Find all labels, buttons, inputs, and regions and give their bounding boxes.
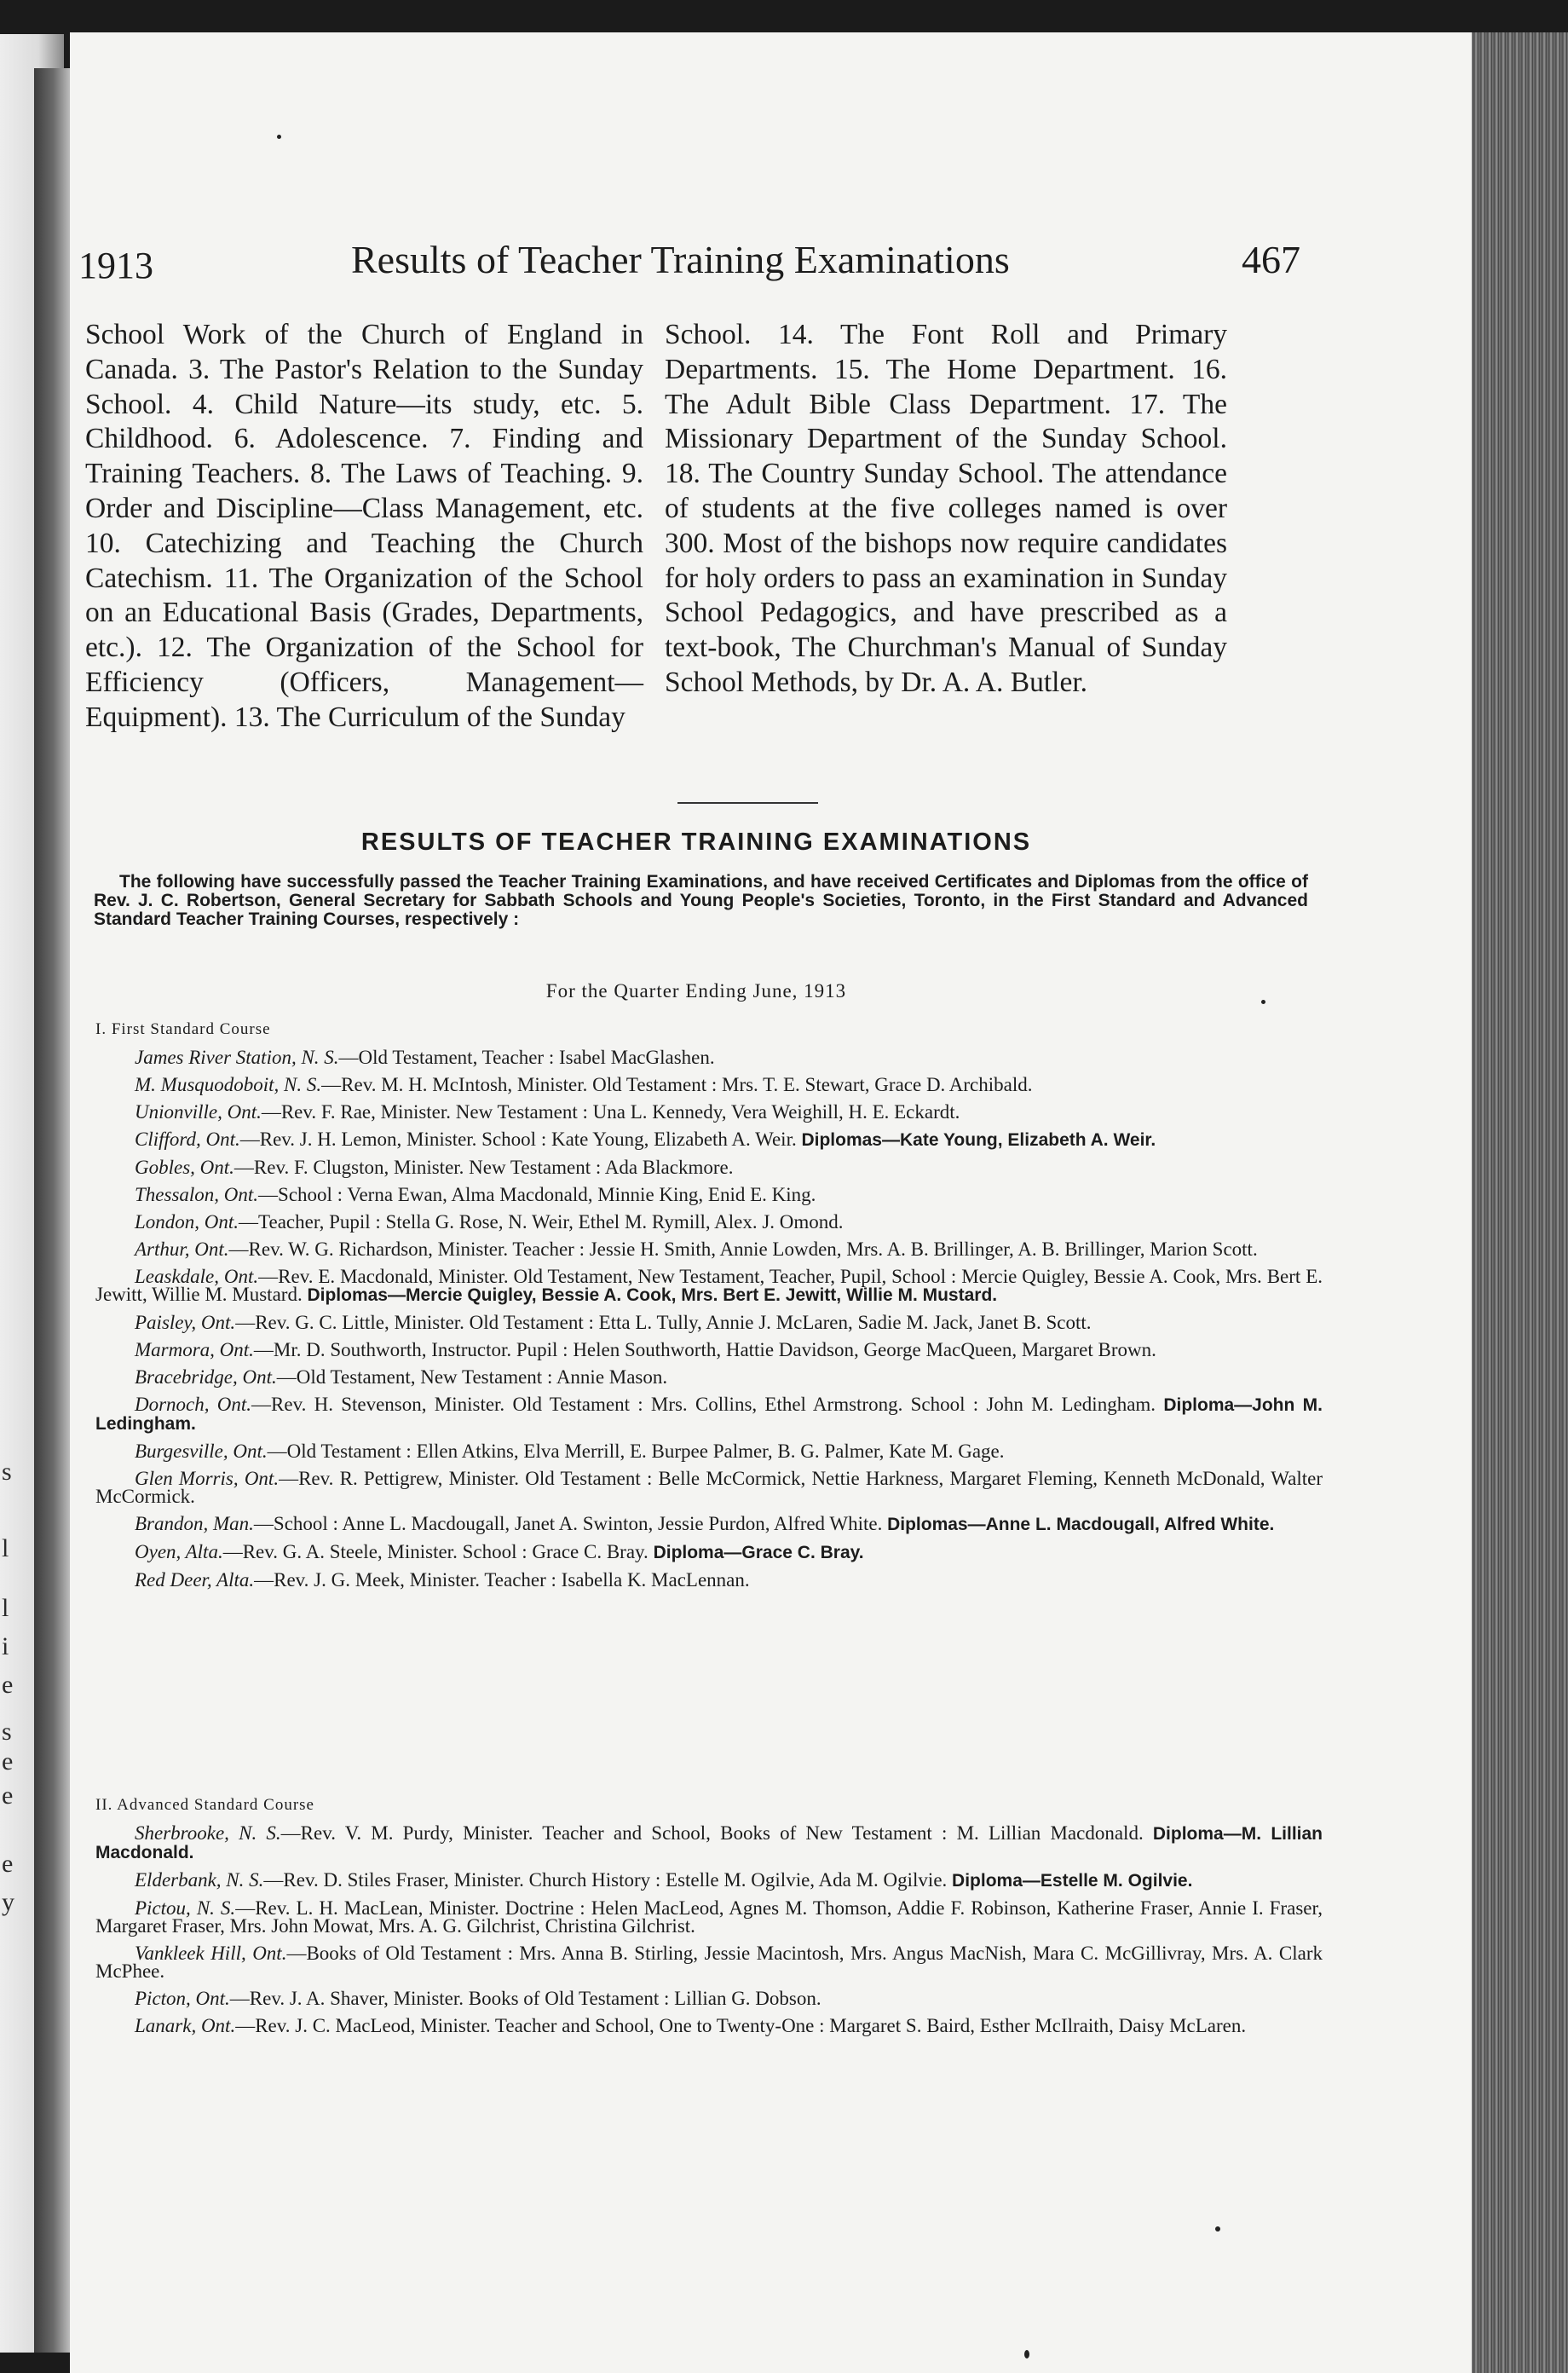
- entry-place: Leaskdale, Ont.: [135, 1266, 259, 1287]
- result-entry: [95, 1240, 1323, 1258]
- entry-place: Clifford, Ont.: [135, 1129, 240, 1150]
- entry-text: —Old Testament, Teacher : Isabel MacGlashen.: [338, 1047, 715, 1068]
- entry-diploma: Diplomas—Kate Young, Elizabeth A. Weir.: [801, 1130, 1156, 1150]
- running-title: Results of Teacher Training Examinations: [351, 238, 1010, 281]
- result-entry: [95, 1103, 1323, 1121]
- entry-text: —Rev. J. G. Meek, Minister. Teacher : Isabella K. MacLennan.: [254, 1569, 750, 1591]
- result-entry: [95, 1130, 1323, 1149]
- speck: [277, 135, 281, 139]
- result-entry: [95, 1076, 1323, 1094]
- entry-diploma: Diplomas—Mercie Quigley, Bessie A. Cook, Mrs. Bert E. Jewitt, Willie M. Mustard.: [307, 1285, 998, 1305]
- speck: [1024, 2350, 1029, 2359]
- entry-text: —Rev. H. Stevenson, Minister. Old Testament : Mrs. Collins, Ethel Armstrong. School : John M. Ledingham.: [251, 1394, 1156, 1415]
- result-entry: [95, 1899, 1323, 1935]
- entry-diploma: Diploma—John M. Ledingham.: [95, 1395, 1323, 1434]
- entry-diploma: Diploma—M. Lillian Macdonald.: [95, 1824, 1323, 1862]
- facing-page-letter: y: [2, 1888, 14, 1916]
- entry-text: —Rev. V. M. Purdy, Minister. Teacher and School, Books of New Testament : M. Lillian Macdonald.: [280, 1822, 1144, 1844]
- result-entry: [95, 1314, 1323, 1331]
- entry-place: James River Station, N. S.: [135, 1047, 339, 1068]
- entry-place: Oyen, Alta.: [135, 1541, 223, 1562]
- section-divider: [677, 802, 818, 804]
- first-standard-heading: I. First Standard Course: [95, 1020, 271, 1038]
- facing-page-letter: e: [2, 1850, 14, 1878]
- entry-place: Brandon, Man.: [135, 1513, 254, 1534]
- facing-page-letter: e: [2, 1781, 14, 1810]
- entry-place: Burgesville, Ont.: [135, 1441, 268, 1462]
- entry-text: —Rev. M. H. McIntosh, Minister. Old Testament : Mrs. T. E. Stewart, Grace D. Archibald.: [321, 1074, 1033, 1095]
- entry-text: —Rev. L. H. MacLean, Minister. Doctrine : Helen MacLeod, Agnes M. Thomson, Addie F. Robinson, Katherine Fraser, Annie I. Fraser, Margaret Fraser, Mrs. John Mowat, Mrs. A. G. Gilchrist, Christina Gilchrist.: [95, 1897, 1323, 1937]
- entry-text: —Books of Old Testament : Mrs. Anna B. Stirling, Jessie Macintosh, Mrs. Angus MacNish, Mara C. McGillivray, Mrs. A. Clark McPhee.: [95, 1943, 1323, 1982]
- entry-text: —Rev. F. Rae, Minister. New Testament : Una L. Kennedy, Vera Weighill, H. E. Eckardt.: [261, 1101, 960, 1123]
- advanced-standard-entries: [95, 1824, 1323, 2044]
- entry-place: Unionville, Ont.: [135, 1101, 262, 1123]
- facing-page-letter: l: [2, 1594, 9, 1622]
- speck: [1215, 2226, 1220, 2232]
- entry-place: Dornoch, Ont.: [135, 1394, 252, 1415]
- entry-text: —Rev. G. C. Little, Minister. Old Testament : Etta L. Tully, Annie J. McLaren, Sadie M. Jack, Janet B. Scott.: [235, 1312, 1092, 1333]
- header-year: 1913: [78, 245, 153, 286]
- result-entry: [95, 1571, 1323, 1589]
- entry-text: —Rev. R. Pettigrew, Minister. Old Testament : Belle McCormick, Nettie Harkness, Margaret Fleming, Kenneth McDonald, Walter McCormick.: [95, 1468, 1323, 1507]
- text-column-left: School Work of the Church of England in Canada. 3. The Pastor's Relation to the Sunday School. 4. Child Nature—its study, etc. 5. Childhood. 6. Adolescence. 7. Finding and Training Teachers. 8. The Laws of Teaching. 9. Order and Discipline—Class Management, etc. 10. Catechizing and Teaching the Church Catechism. 11. The Organization of the School on an Educational Basis (Grades, Departments, etc.). 12. The Organization of the School for Efficiency (Officers, Management—Equipment). 13. The Curriculum of the Sunday: [85, 319, 643, 733]
- entry-diploma: Diploma—Estelle M. Ogilvie.: [952, 1871, 1193, 1891]
- result-entry: [95, 1395, 1323, 1433]
- entry-text: —Rev. F. Clugston, Minister. New Testament : Ada Blackmore.: [233, 1157, 734, 1178]
- result-entry: [95, 1871, 1323, 1890]
- entry-text: —Rev. D. Stiles Fraser, Minister. Church History : Estelle M. Ogilvie, Ada M. Ogilvie.: [263, 1869, 948, 1891]
- result-entry: [95, 1213, 1323, 1231]
- result-entry: [95, 2017, 1323, 2035]
- entry-text: —School : Verna Ewan, Alma Macdonald, Minnie King, Enid E. King.: [258, 1184, 816, 1205]
- entry-place: Arthur, Ont.: [135, 1238, 229, 1260]
- entry-place: Thessalon, Ont.: [135, 1184, 259, 1205]
- text-column-right: School. 14. The Font Roll and Primary Departments. 15. The Home Department. 16. The Adult Bible Class Department. 17. The Missionary Department of the Sunday School. 18. The Country Sunday School. The attendance of students at the five colleges named is over 300. Most of the bishops now require candidates for holy orders to pass an examination in Sunday School Pedagogics, and have prescribed as a text-book, The Churchman's Manual of Sunday School Methods, by Dr. A. A. Butler.: [665, 319, 1227, 698]
- entry-place: Picton, Ont.: [135, 1988, 230, 2009]
- result-entry: [95, 1989, 1323, 2007]
- entry-text: —Rev. G. A. Steele, Minister. School : Grace C. Bray.: [222, 1541, 649, 1562]
- entry-place: M. Musquodoboit, N. S.: [135, 1074, 322, 1095]
- page-stack-edge: [1472, 32, 1568, 2373]
- facing-page-letter: i: [2, 1632, 9, 1660]
- book-spine-shadow: [34, 68, 72, 2353]
- result-entry: [95, 1186, 1323, 1204]
- entry-place: Sherbrooke, N. S.: [135, 1822, 281, 1844]
- speck: [1261, 1000, 1265, 1004]
- entry-place: Gobles, Ont.: [135, 1157, 234, 1178]
- entry-place: Marmora, Ont.: [135, 1339, 254, 1360]
- entry-text: —Rev. E. Macdonald, Minister. Old Testament, New Testament, Teacher, Pupil, School : Mercie Quigley, Bessie A. Cook, Mrs. Bert E. Jewitt, Willie M. Mustard.: [95, 1266, 1323, 1305]
- first-standard-entries: [95, 1048, 1323, 1598]
- facing-page-letter: e: [2, 1747, 14, 1775]
- entry-place: Vankleek Hill, Ont.: [135, 1943, 287, 1964]
- entry-place: Glen Morris, Ont.: [135, 1468, 280, 1489]
- facing-page-letter: l: [2, 1534, 9, 1562]
- result-entry: [95, 1824, 1323, 1862]
- entry-text: —School : Anne L. Macdougall, Janet A. Swinton, Jessie Purdon, Alfred White.: [253, 1513, 883, 1534]
- result-entry: [95, 1543, 1323, 1562]
- result-entry: [95, 1048, 1323, 1066]
- entry-text: —Rev. J. C. MacLeod, Minister. Teacher and School, One to Twenty-One : Margaret S. Baird, Esther McIlraith, Daisy McLaren.: [235, 2015, 1247, 2036]
- page-number: 467: [1242, 238, 1300, 281]
- entry-text: —Rev. J. A. Shaver, Minister. Books of Old Testament : Lillian G. Dobson.: [229, 1988, 821, 2009]
- facing-page-letter: s: [2, 1458, 12, 1486]
- result-entry: [95, 1944, 1323, 1980]
- result-entry: [95, 1469, 1323, 1505]
- entry-place: Elderbank, N. S.: [135, 1869, 264, 1891]
- entry-place: Paisley, Ont.: [135, 1312, 236, 1333]
- entry-diploma: Diploma—Grace C. Bray.: [653, 1543, 864, 1562]
- entry-place: London, Ont.: [135, 1211, 239, 1233]
- advanced-standard-heading: II. Advanced Standard Course: [95, 1796, 314, 1814]
- entry-text: —Rev. J. H. Lemon, Minister. School : Kate Young, Elizabeth A. Weir.: [239, 1129, 797, 1150]
- entry-place: Bracebridge, Ont.: [135, 1366, 277, 1388]
- entry-place: Lanark, Ont.: [135, 2015, 236, 2036]
- facing-page-letter: s: [2, 1718, 12, 1746]
- entry-place: Pictou, N. S.: [135, 1897, 236, 1919]
- entry-text: —Rev. W. G. Richardson, Minister. Teacher : Jessie H. Smith, Annie Lowden, Mrs. A. B. Brillinger, A. B. Brillinger, Marion Scott.: [228, 1238, 1258, 1260]
- entry-place: Red Deer, Alta.: [135, 1569, 255, 1591]
- facing-page-letter: e: [2, 1671, 14, 1699]
- result-entry: [95, 1442, 1323, 1460]
- result-entry: [95, 1158, 1323, 1176]
- entry-diploma: Diplomas—Anne L. Macdougall, Alfred White.: [887, 1515, 1275, 1534]
- entry-text: —Old Testament : Ellen Atkins, Elva Merrill, E. Burpee Palmer, B. G. Palmer, Kate M. Gage.: [267, 1441, 1005, 1462]
- entry-text: —Teacher, Pupil : Stella G. Rose, N. Weir, Ethel M. Rymill, Alex. J. Omond.: [239, 1211, 844, 1233]
- running-header: [78, 232, 1300, 300]
- results-intro: The following have successfully passed the Teacher Training Examinations, and have received Certificates and Diplomas from the office of Rev. J. C. Robertson, General Secretary for Sabbath Schools and Young People's Societies, Toronto, in the First Standard and Advanced Standard Teacher Training Courses, respectively :: [94, 872, 1308, 929]
- entry-text: —Old Testament, New Testament : Annie Mason.: [276, 1366, 668, 1388]
- result-entry: [95, 1368, 1323, 1386]
- result-entry: [95, 1515, 1323, 1533]
- results-title: RESULTS OF TEACHER TRAINING EXAMINATIONS: [360, 829, 1032, 856]
- result-entry: [95, 1341, 1323, 1359]
- quarter-line: For the Quarter Ending June, 1913: [545, 980, 847, 1002]
- entry-text: —Mr. D. Southworth, Instructor. Pupil : Helen Southworth, Hattie Davidson, George MacQueen, Margaret Brown.: [253, 1339, 1156, 1360]
- result-entry: [95, 1267, 1323, 1304]
